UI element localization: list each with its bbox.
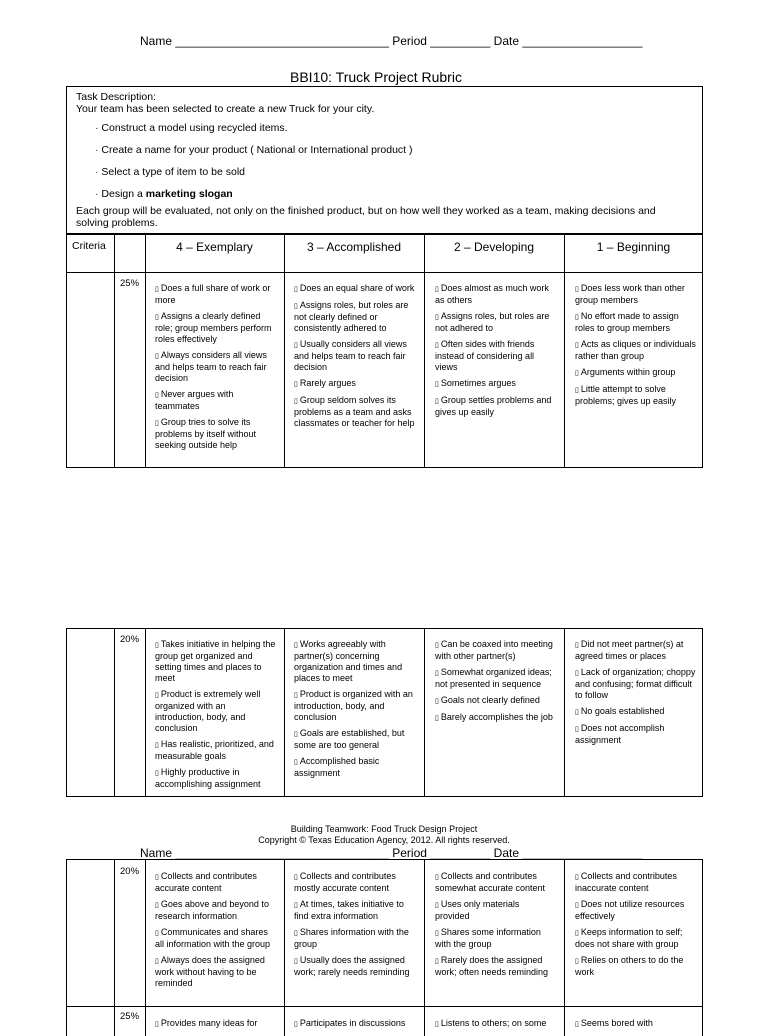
level-4-header: 4 – Exemplary: [176, 240, 253, 254]
row1-level3-cell: [294, 283, 416, 434]
rubric-item: ▯ Group tries to solve its problems by itself without seeking outside help: [155, 417, 257, 450]
checkbox-icon: ▯: [155, 420, 159, 427]
rubric-item: ▯ Does not accomplish assignment: [575, 723, 665, 745]
checkbox-icon: ▯: [435, 874, 439, 881]
row3-weight: 20%: [120, 866, 140, 877]
rubric-item: ▯ Does less work than other group members: [575, 283, 685, 305]
level-3-header: 3 – Accomplished: [306, 240, 402, 254]
row4-level3-cell: [294, 1018, 416, 1035]
rubric-item: ▯ Goals are established, but some are too general: [294, 728, 405, 750]
checkbox-icon: ▯: [294, 286, 298, 293]
rubric-item: ▯ Does almost as much work as others: [435, 283, 549, 305]
rubric-item: ▯ Little attempt to solve problems; gives up easily: [575, 384, 677, 406]
rubric-table-1: [66, 234, 703, 468]
task-description-box: [66, 86, 703, 234]
task-item-2: · Create a name for your product ( National or International product ): [95, 144, 413, 156]
rubric-item: ▯ Listens to others; on some: [435, 1018, 547, 1028]
rubric-item: ▯ No goals established: [575, 706, 665, 716]
checkbox-icon: ▯: [575, 642, 579, 649]
rubric-item: ▯ Product is extremely well organized with an introduction, body, and conclusion: [155, 689, 261, 733]
rubric-item: ▯ Does a full share of work or more: [155, 283, 271, 305]
checkbox-icon: ▯: [155, 742, 159, 749]
row3-level4-cell: [155, 871, 277, 994]
row2-level3-cell: [294, 639, 416, 784]
checkbox-icon: ▯: [435, 314, 439, 321]
rubric-item: ▯ Never argues with teammates: [155, 389, 234, 411]
checkbox-icon: ▯: [435, 670, 439, 677]
rubric-item: ▯ Assigns roles, but roles are not adhered to: [435, 311, 550, 333]
rubric-table-3: [66, 859, 703, 1007]
row3-level3-cell: [294, 871, 416, 983]
checkbox-icon: ▯: [155, 874, 159, 881]
row1-level2-cell: [435, 283, 555, 423]
rubric-item: ▯ Collects and contributes inaccurate content: [575, 871, 677, 893]
rubric-item: ▯ Assigns roles, but roles are not clearly defined or consistently adhered to: [294, 300, 409, 333]
checkbox-icon: ▯: [155, 902, 159, 909]
checkbox-icon: ▯: [575, 930, 579, 937]
footer-line-1: Building Teamwork: Food Truck Design Project: [290, 824, 478, 834]
checkbox-icon: ▯: [294, 303, 298, 310]
rubric-table-2: [66, 628, 703, 797]
row1-weight: 25%: [120, 278, 140, 289]
rubric-item: ▯ Collects and contributes somewhat accurate content: [435, 871, 546, 893]
checkbox-icon: ▯: [435, 698, 439, 705]
rubric-item: ▯ Collects and contributes mostly accurate content: [294, 871, 396, 893]
checkbox-icon: ▯: [155, 1021, 159, 1028]
checkbox-icon: ▯: [435, 381, 439, 388]
checkbox-icon: ▯: [294, 930, 298, 937]
checkbox-icon: ▯: [155, 353, 159, 360]
checkbox-icon: ▯: [435, 1021, 439, 1028]
rubric-item: ▯ Always does the assigned work without having to be reminded: [155, 955, 265, 988]
checkbox-icon: ▯: [575, 709, 579, 716]
checkbox-icon: ▯: [294, 874, 298, 881]
row4-weight: 25%: [120, 1011, 140, 1022]
checkbox-icon: ▯: [294, 381, 298, 388]
footer-copyright: Copyright © Texas Education Agency, 2012. All rights reserved.: [258, 835, 510, 845]
rubric-item: ▯ Group seldom solves its problems as a team and asks classmates or teacher for help: [294, 395, 415, 428]
checkbox-icon: ▯: [575, 1021, 579, 1028]
checkbox-icon: ▯: [435, 642, 439, 649]
rubric-item: ▯ At times, takes initiative to find extra information: [294, 899, 404, 921]
rubric-item: ▯ Accomplished basic assignment: [294, 756, 380, 778]
checkbox-icon: ▯: [155, 314, 159, 321]
checkbox-icon: ▯: [294, 398, 298, 405]
rubric-item: ▯ Usually considers all views and helps team to reach fair decision: [294, 339, 407, 372]
rubric-item: ▯ Acts as cliques or individuals rather than group: [575, 339, 696, 361]
rubric-item: ▯ Can be coaxed into meeting with other partner(s): [435, 639, 553, 661]
checkbox-icon: ▯: [575, 670, 579, 677]
rubric-item: ▯ Somewhat organized ideas; not presented in sequence: [435, 667, 552, 689]
checkbox-icon: ▯: [435, 715, 439, 722]
checkbox-icon: ▯: [155, 692, 159, 699]
checkbox-icon: ▯: [294, 902, 298, 909]
rubric-item: ▯ Assigns a clearly defined role; group members perform roles effectively: [155, 311, 272, 344]
task-item-4: · Design a marketing slogan: [95, 188, 233, 200]
task-closing: Each group will be evaluated, not only on the finished product, but on how well they worked as a team, making decisions and solving problems.: [76, 205, 656, 229]
rubric-item: ▯ Rarely argues: [294, 378, 356, 388]
checkbox-icon: ▯: [435, 902, 439, 909]
checkbox-icon: ▯: [294, 759, 298, 766]
rubric-item: ▯ Keeps information to self; does not share with group: [575, 927, 683, 949]
rubric-item: ▯ Collects and contributes accurate content: [155, 871, 257, 893]
checkbox-icon: ▯: [575, 726, 579, 733]
checkbox-icon: ▯: [575, 370, 579, 377]
rubric-item: ▯ Often sides with friends instead of considering all views: [435, 339, 535, 372]
checkbox-icon: ▯: [294, 731, 298, 738]
row2-level4-cell: [155, 639, 277, 795]
checkbox-icon: ▯: [435, 342, 439, 349]
task-intro: Your team has been selected to create a new Truck for your city.: [76, 103, 375, 115]
rubric-item: ▯ No effort made to assign roles to group members: [575, 311, 679, 333]
rubric-item: ▯ Group settles problems and gives up easily: [435, 395, 552, 417]
rubric-item: ▯ Did not meet partner(s) at agreed times or places: [575, 639, 684, 661]
name-period-date-line: Name ________________________________ Period _________ Date __________________: [140, 34, 643, 48]
checkbox-icon: ▯: [155, 958, 159, 965]
rubric-item: ▯ Goals not clearly defined: [435, 695, 540, 705]
checkbox-icon: ▯: [575, 342, 579, 349]
row3-level1-cell: [575, 871, 697, 983]
checkbox-icon: ▯: [575, 958, 579, 965]
rubric-item: ▯ Barely accomplishes the job: [435, 712, 553, 722]
rubric-item: ▯ Product is organized with an introduction, body, and conclusion: [294, 689, 413, 722]
marketing-slogan-bold: marketing slogan: [145, 188, 233, 200]
rubric-item: ▯ Usually does the assigned work; rarely needs reminding: [294, 955, 410, 977]
checkbox-icon: ▯: [575, 387, 579, 394]
checkbox-icon: ▯: [435, 930, 439, 937]
rubric-item: ▯ Takes initiative in helping the group get organized and setting times and places to meet: [155, 639, 276, 683]
checkbox-icon: ▯: [155, 642, 159, 649]
criteria-header: Criteria: [72, 240, 106, 252]
row1-level1-cell: [575, 283, 697, 412]
rubric-item: ▯ Uses only materials provided: [435, 899, 520, 921]
rubric-item: ▯ Provides many ideas for: [155, 1018, 258, 1028]
checkbox-icon: ▯: [575, 314, 579, 321]
level-2-header: 2 – Developing: [453, 240, 535, 254]
checkbox-icon: ▯: [294, 692, 298, 699]
rubric-item: ▯ Shares some information with the group: [435, 927, 541, 949]
rubric-item: ▯ Communicates and shares all information with the group: [155, 927, 271, 949]
rubric-item: ▯ Relies on others to do the work: [575, 955, 684, 977]
rubric-item: ▯ Arguments within group: [575, 367, 676, 377]
checkbox-icon: ▯: [155, 392, 159, 399]
rubric-item: ▯ Shares information with the group: [294, 927, 409, 949]
rubric-table-4: [66, 1006, 703, 1036]
rubric-item: ▯ Lack of organization; choppy and confusing; format difficult to follow: [575, 667, 696, 700]
checkbox-icon: ▯: [294, 958, 298, 965]
row4-level2-cell: [435, 1018, 555, 1035]
row4-level1-cell: [575, 1018, 697, 1035]
row3-level2-cell: [435, 871, 555, 983]
checkbox-icon: ▯: [294, 342, 298, 349]
task-item-1: · Construct a model using recycled items.: [95, 122, 288, 134]
rubric-item: ▯ Does not utilize resources effectively: [575, 899, 685, 921]
task-label: Task Description:: [76, 91, 156, 103]
checkbox-icon: ▯: [575, 874, 579, 881]
checkbox-icon: ▯: [155, 286, 159, 293]
level-1-header: 1 – Beginning: [596, 240, 671, 254]
checkbox-icon: ▯: [435, 958, 439, 965]
rubric-item: ▯ Works agreeably with partner(s) concerning organization and times and places to meet: [294, 639, 403, 683]
checkbox-icon: ▯: [575, 902, 579, 909]
rubric-item: ▯ Always considers all views and helps team to reach fair decision: [155, 350, 267, 383]
rubric-item: ▯ Highly productive in accomplishing assignment: [155, 767, 261, 789]
rubric-item: ▯ Goes above and beyond to research information: [155, 899, 269, 921]
checkbox-icon: ▯: [435, 398, 439, 405]
row1-level4-cell: [155, 283, 277, 456]
rubric-item: ▯ Rarely does the assigned work; often needs reminding: [435, 955, 549, 977]
checkbox-icon: ▯: [575, 286, 579, 293]
rubric-item: ▯ Seems bored with: [575, 1018, 653, 1028]
rubric-item: ▯ Sometimes argues: [435, 378, 516, 388]
checkbox-icon: ▯: [155, 930, 159, 937]
task-item-3: · Select a type of item to be sold: [95, 166, 246, 178]
row4-level4-cell: [155, 1018, 277, 1035]
row2-weight: 20%: [120, 634, 140, 645]
row2-level2-cell: [435, 639, 555, 729]
row2-level1-cell: [575, 639, 697, 751]
rubric-item: ▯ Does an equal share of work: [294, 283, 415, 293]
checkbox-icon: ▯: [294, 1021, 298, 1028]
rubric-item: ▯ Has realistic, prioritized, and measurable goals: [155, 739, 274, 761]
checkbox-icon: ▯: [294, 642, 298, 649]
checkbox-icon: ▯: [155, 770, 159, 777]
name-period-date-line-2: Name ________________________________ Period _________ Date __________________: [140, 846, 643, 860]
checkbox-icon: ▯: [435, 286, 439, 293]
rubric-item: ▯ Participates in discussions: [294, 1018, 406, 1028]
page-title: BBI10: Truck Project Rubric: [290, 69, 462, 85]
